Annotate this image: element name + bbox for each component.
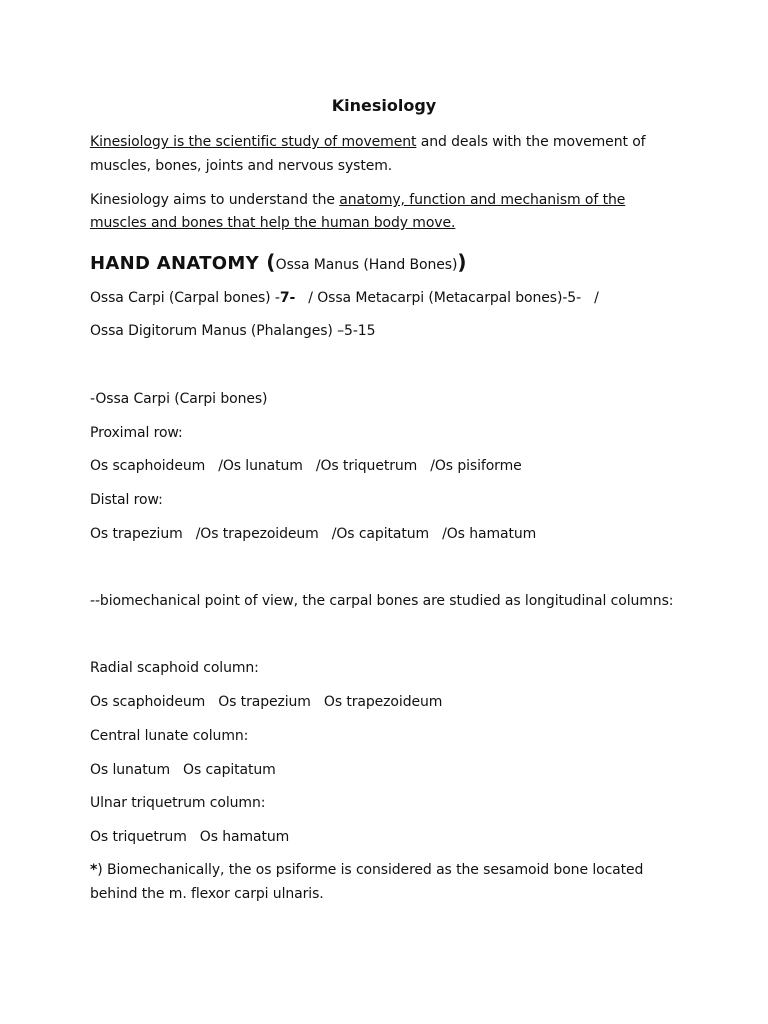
radial-column-label: Radial scaphoid column: [90,660,259,676]
aims-start: Kinesiology aims to understand the [90,192,340,208]
radial-column-bones: Os scaphoideum Os trapezium Os trapezoideum [90,694,443,710]
carpi-count-value: 7- [279,290,296,306]
ulnar-column-label: Ulnar triquetrum column: [90,795,266,811]
note-line-1 [90,860,643,880]
page-title: Kinesiology [331,96,437,115]
intro-paragraph-1-line-2: muscles, bones, joints and nervous system. [90,158,393,174]
central-column-bones: Os lunatum Os capitatum [90,762,276,778]
note-line-2: behind the m. flexor carpi ulnaris. [90,886,324,902]
biomech-intro: --biomechanical point of view, the carpal bones are studied as longitudinal columns: [90,593,674,609]
distal-row-bones: Os trapezium /Os trapezoideum /Os capitatum /Os hamatum [90,526,537,542]
aims-underlined-1: anatomy, function and mechanism of the [339,192,626,208]
central-column-label: Central lunate column: [90,728,249,744]
definition-underlined: Kinesiology is the scientific study of movement [90,134,417,150]
carpi-count-label: Ossa Carpi (Carpal bones) - [90,290,280,306]
bone-counts-line-1 [90,288,599,308]
metacarpi-count: / Ossa Metacarpi (Metacarpal bones)-5- / [295,290,599,306]
hand-anatomy-title: HAND ANATOMY [90,253,259,274]
aims-underlined-2: muscles and bones that help the human body move. [90,215,456,231]
hand-anatomy-subtitle: Ossa Manus (Hand Bones) [275,257,458,273]
note-asterisk: * [90,862,98,878]
close-paren: ) [457,250,467,274]
hand-anatomy-heading [90,250,467,274]
proximal-row-label: Proximal row: [90,425,183,441]
distal-row-label: Distal row: [90,492,163,508]
definition-rest: and deals with the movement of [416,134,646,150]
intro-paragraph-2-line-2 [90,213,455,233]
note-text-1: ) Biomechanically, the os psiforme is considered as the sesamoid bone located [97,862,644,878]
open-paren: ( [258,250,276,274]
carpi-section-heading: -Ossa Carpi (Carpi bones) [90,391,268,407]
ulnar-column-bones: Os triquetrum Os hamatum [90,829,290,845]
proximal-row-bones: Os scaphoideum /Os lunatum /Os triquetrum /Os pisiforme [90,458,522,474]
intro-paragraph-2-line-1 [90,190,625,210]
intro-paragraph-1-line-1 [90,132,646,152]
bone-counts-line-2: Ossa Digitorum Manus (Phalanges) –5-15 [90,323,376,339]
